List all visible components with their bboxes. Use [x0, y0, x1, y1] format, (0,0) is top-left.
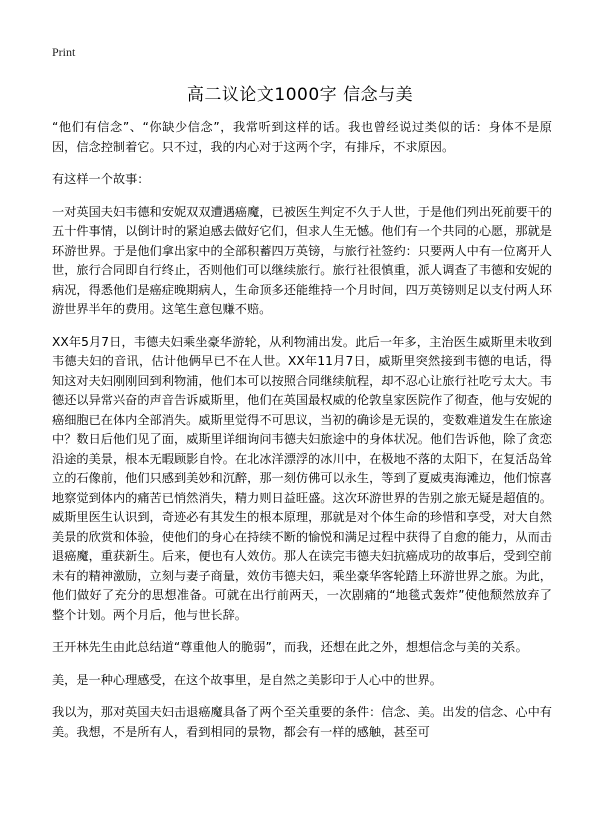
paragraph: 美，是一种心理感受，在这个故事里，是自然之美影印于人心中的世界。 — [52, 672, 442, 687]
paragraph: 我以为，那对英国夫妇击退癌魔具备了两个至关重要的条件：信念、美。出发的信念、心中有美。我想，不是所有人，看到相同的景物，都会有一样的感触，甚至可 — [52, 705, 552, 739]
article-body — [52, 118, 552, 755]
print-link[interactable]: Print — [52, 45, 76, 59]
paragraph: 有这样一个故事： — [52, 172, 150, 186]
paragraph: 一对英国夫妇韦德和安妮双双遭遇癌魔，已被医生判定不久于人世，于是他们列出死前要干的五十件事情，以倒计时的紧迫感去做好它们，但求人生无憾。他们有一个共同的心愿，那就是环游世界。于是他们拿出家中的全部积蓄四万英镑，与旅行社签约：只要两人中有一位离开人世，旅行合同即自行终止，否则他们可以继续旅行。旅行社很慎重，派人调查了韦德和安妮的病况，得悉他们是癌症晚期病人，生命顶多还能维持一个月时间，四万英镑则足以支付两人环游世界半年的费用。这笔生意包赚不赔。 — [52, 204, 552, 316]
page-title: 高二议论文1000字 信念与美 — [186, 85, 414, 105]
paragraph: XX年5月7日，韦德夫妇乘坐豪华游轮，从利物浦出发。此后一年多，主治医生威斯里未收到韦德夫妇的音讯，估计他俩早已不在人世。XX年11月7日，威斯里突然接到韦德的电话，得知这对夫妇刚刚回到利物浦，他们本可以按照合同继续航程，却不忍心让旅行社吃亏太大。韦德还以异常兴奋的声音告诉威斯里，他们在英国最权威的伦敦皇家医院作了彻查，他与安妮的癌细胞已在体内全部消失。威斯里觉得不可思议，当初的确诊是无误的，变数难道发生在旅途中？数日后他们见了面，威斯里详细询问韦德夫妇旅途中的身体状况。他们告诉他，除了贪恋沿途的美景，根本无暇顾影自怜。在北冰洋漂浮的冰川中，在极地不落的太阳下，在复活岛耸立的石像前，他们只感到美妙和沉醉，那一刻仿佛可以永生，等到了夏威夷海滩边，他们惊喜地察觉到体内的痛苦已悄然消失，精力则日益旺盛。这次环游世界的告别之旅无疑是超值的。威斯里医生认识到，奇迹必有其发生的根本原理，那就是对个体生命的珍惜和享受，对大自然美景的欣赏和体验，使他们的身心在持续不断的愉悦和满足过程中获得了自愈的能力，从而击退癌魔，重获新生。后来，便也有人效仿。那人在读完韦德夫妇抗癌成功的故事后，受到空前未有的精神激励，立刻与妻子商量，效仿韦德夫妇，乘坐豪华客轮踏上环游世界之旅。为此，他们做好了充分的思想准备。可就在出行前两天，一次剧痛的“地毯式轰炸”使他颓然放弃了整个计划。两个月后，他与世长辞。 — [52, 334, 552, 622]
paragraph: 王开林先生由此总结道“尊重他人的脆弱”，而我，还想在此之外，想想信念与美的关系。 — [52, 640, 528, 654]
paragraph: “他们有信念”、“你缺少信念”，我常听到这样的话。我也曾经说过类似的话：身体不是原因，信念控制着它。只不过，我的内心对于这两个字，有排斥，不求原因。 — [52, 120, 552, 154]
